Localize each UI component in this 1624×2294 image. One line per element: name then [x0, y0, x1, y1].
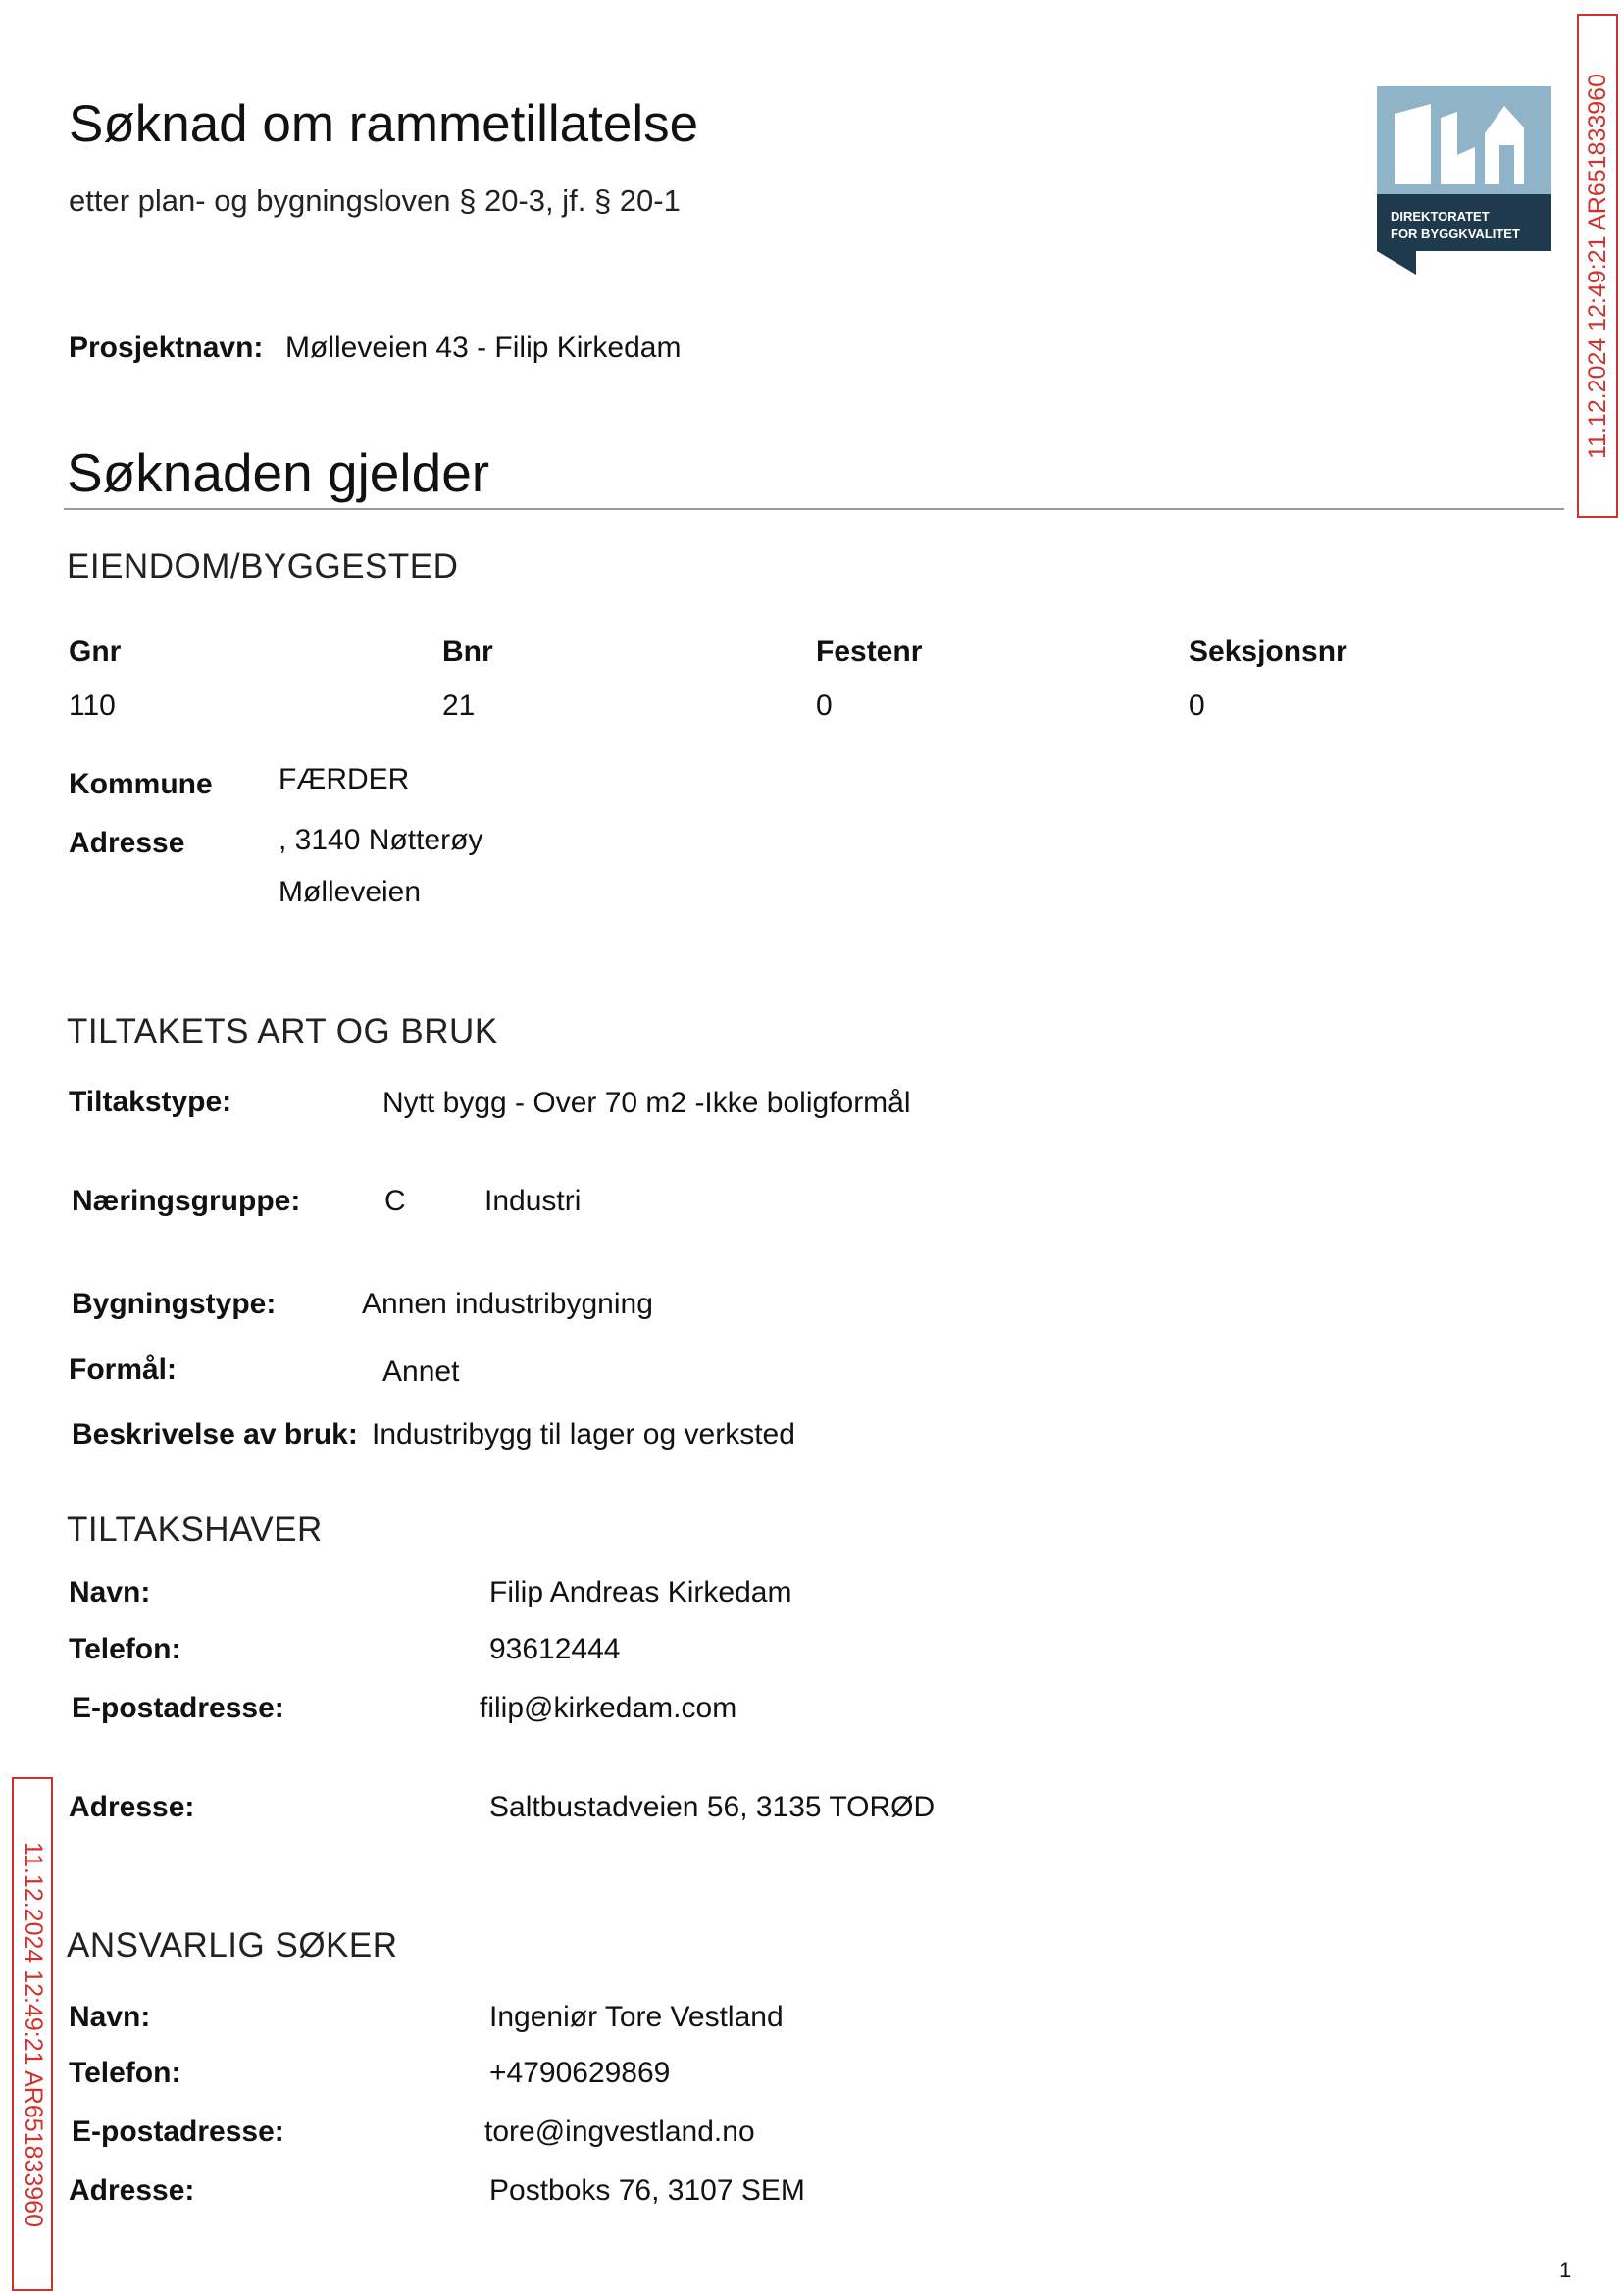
gnr-value: 110 [69, 689, 116, 722]
measure-type-value: Nytt bygg - Over 70 m2 -Ikke boligformål [382, 1087, 911, 1119]
applicant-heading: ANSVARLIG SØKER [67, 1926, 398, 1964]
receipt-stamp-left-text: 11.12.2024 12:49:21 AR651833960 [19, 1841, 47, 2227]
measure-heading: TILTAKETS ART OG BRUK [67, 1012, 498, 1050]
building-type-label: Bygningstype: [72, 1288, 277, 1320]
purpose-label: Formål: [69, 1353, 178, 1386]
logo-text-line1: DIREKTORATET [1391, 209, 1490, 224]
applicant-phone-label: Telefon: [69, 2057, 181, 2089]
application-heading: Søknaden gjelder [67, 442, 490, 503]
purpose-value: Annet [382, 1355, 460, 1388]
owner-email-label: E-postadresse: [72, 1692, 284, 1724]
owner-name-value: Filip Andreas Kirkedam [489, 1576, 792, 1608]
festenr-label: Festenr [816, 636, 923, 668]
industry-label: Næringsgruppe: [72, 1185, 301, 1217]
seksjonsnr-value: 0 [1189, 689, 1205, 722]
municipality-label: Kommune [69, 768, 213, 800]
applicant-address-value: Postboks 76, 3107 SEM [489, 2174, 805, 2207]
property-address-line2: Mølleveien [279, 876, 422, 908]
receipt-stamp-left [12, 1777, 53, 2291]
dibk-logo [1377, 86, 1551, 275]
logo-text-line2: FOR BYGGKVALITET [1391, 227, 1520, 241]
property-address-line1: , 3140 Nøtterøy [279, 824, 483, 856]
owner-heading: TILTAKSHAVER [67, 1510, 323, 1549]
applicant-email-label: E-postadresse: [72, 2116, 284, 2148]
receipt-stamp-right [1577, 14, 1618, 518]
applicant-phone-value: +4790629869 [489, 2057, 671, 2089]
heading-divider [64, 508, 1564, 510]
property-heading: EIENDOM/BYGGESTED [67, 547, 459, 586]
document-title: Søknad om rammetillatelse [69, 95, 699, 153]
bnr-value: 21 [442, 689, 476, 722]
seksjonsnr-label: Seksjonsnr [1189, 636, 1347, 668]
applicant-name-value: Ingeniør Tore Vestland [489, 2001, 784, 2033]
receipt-stamp-right-text: 11.12.2024 12:49:21 AR651833960 [1583, 73, 1611, 459]
applicant-email-value: tore@ingvestland.no [484, 2116, 755, 2148]
gnr-label: Gnr [69, 636, 122, 668]
usage-label: Beskrivelse av bruk: [72, 1418, 358, 1451]
usage-value: Industribygg til lager og verksted [372, 1418, 795, 1451]
municipality-value: FÆRDER [279, 763, 410, 795]
building-type-value: Annen industribygning [362, 1288, 653, 1320]
applicant-address-label: Adresse: [69, 2174, 195, 2207]
festenr-value: 0 [816, 689, 833, 722]
industry-name: Industri [484, 1185, 582, 1217]
project-label: Prosjektnavn: [69, 331, 264, 364]
project-value: Mølleveien 43 - Filip Kirkedam [285, 331, 682, 364]
owner-phone-label: Telefon: [69, 1633, 181, 1665]
owner-phone-value: 93612444 [489, 1633, 621, 1665]
owner-name-label: Navn: [69, 1576, 151, 1608]
applicant-name-label: Navn: [69, 2001, 151, 2033]
owner-address-label: Adresse: [69, 1791, 195, 1823]
owner-email-value: filip@kirkedam.com [480, 1692, 737, 1724]
page-number: 1 [1559, 2258, 1572, 2282]
industry-code: C [384, 1185, 406, 1217]
document-subtitle: etter plan- og bygningsloven § 20-3, jf. § 20-1 [69, 183, 681, 218]
property-address-label: Adresse [69, 827, 185, 859]
measure-type-label: Tiltakstype: [69, 1086, 232, 1118]
logo-graphic [1377, 86, 1551, 275]
owner-address-value: Saltbustadveien 56, 3135 TORØD [489, 1791, 936, 1823]
bnr-label: Bnr [442, 636, 493, 668]
